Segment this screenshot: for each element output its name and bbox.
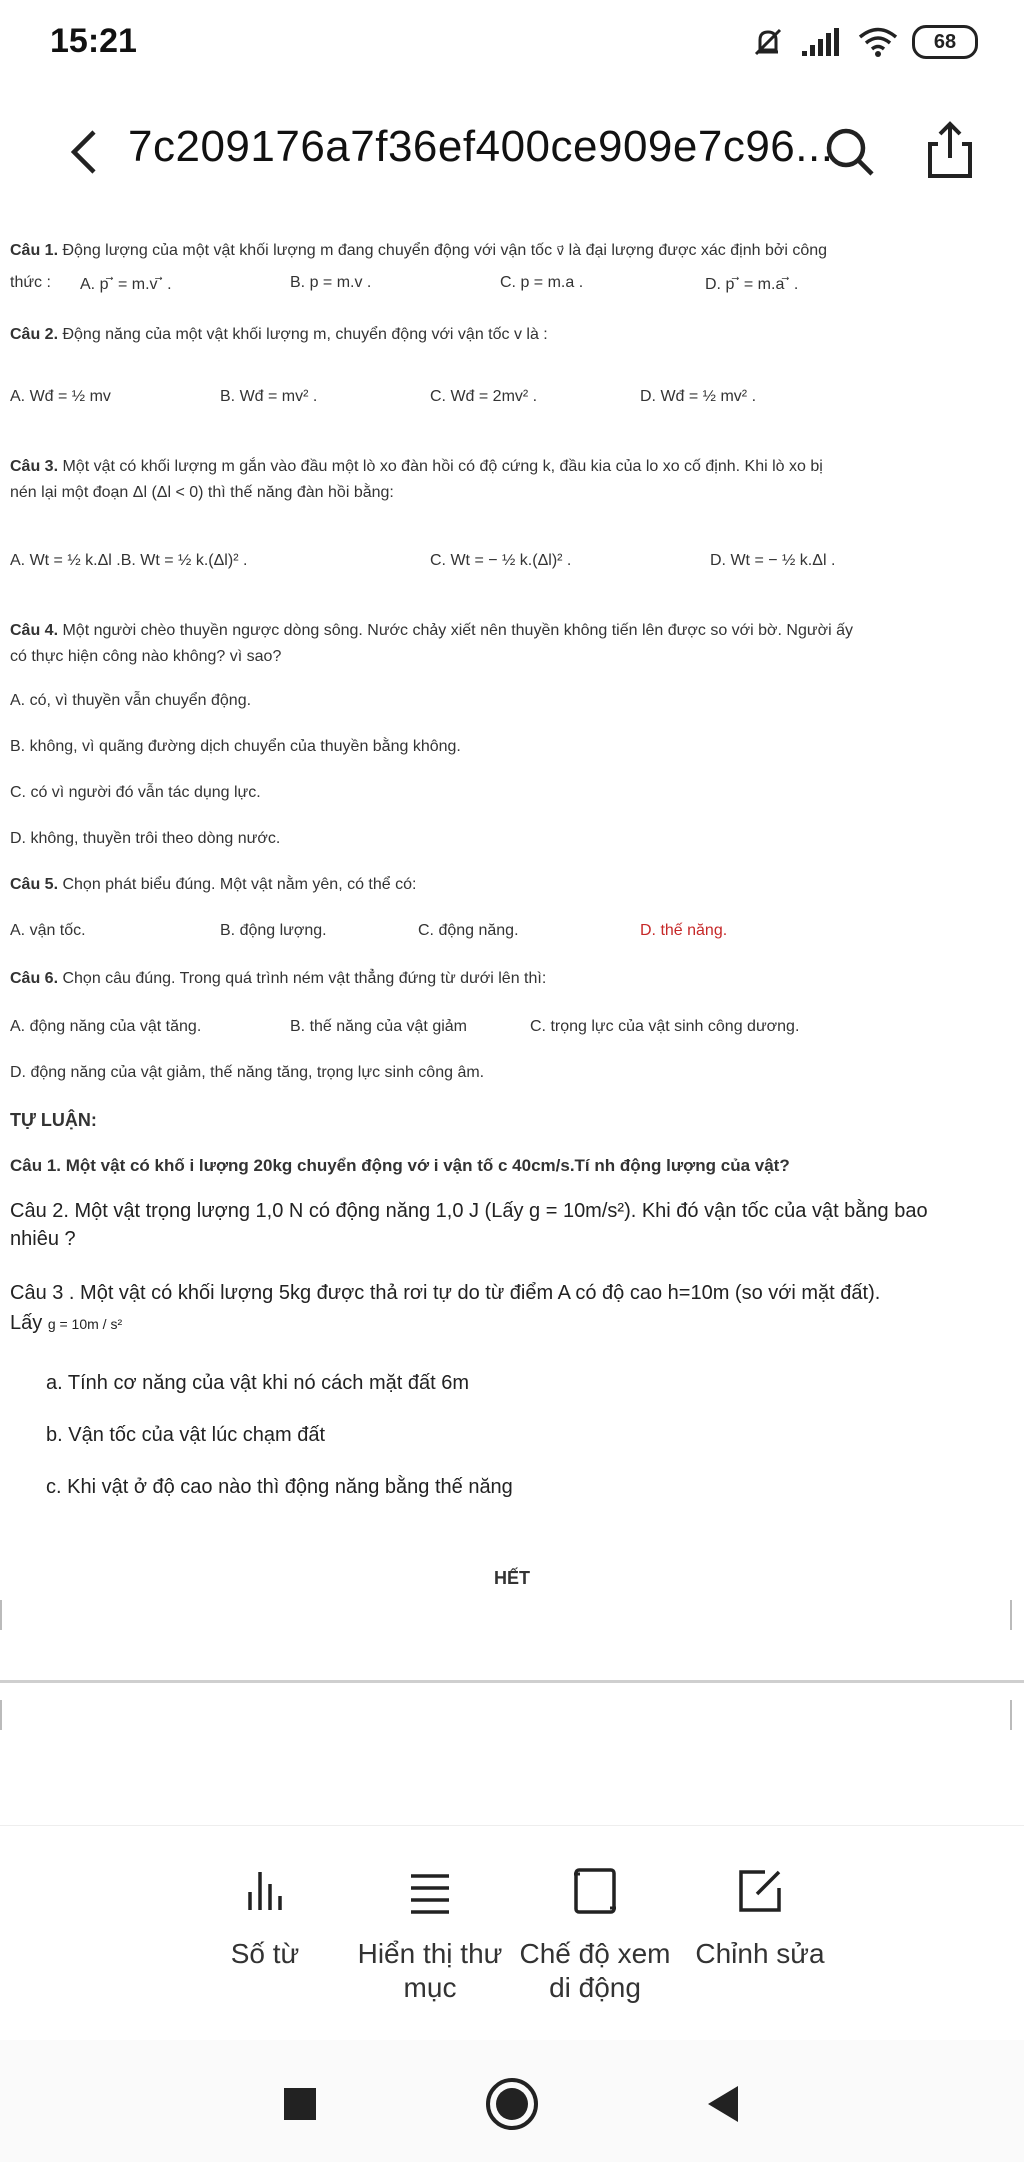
- word-count-label: Số từ: [230, 1938, 300, 1969]
- status-icons: [750, 24, 978, 60]
- q5-option-b: B. động lượng.: [220, 922, 327, 939]
- q3-text-2: nén lại một đoạn Δl (Δl < 0) thì thế năng đàn hồi bằng:: [10, 484, 394, 501]
- app-header: [0, 110, 1024, 190]
- q3-number: Câu 3.: [10, 458, 59, 475]
- edit-label: Chỉnh sửa: [695, 1938, 825, 1969]
- q6-option-c: C. trọng lực của vật sinh công dương.: [530, 1018, 800, 1035]
- word-count-icon: [240, 1866, 290, 1916]
- essay-question-3-cont: [10, 1312, 122, 1335]
- signal-icon: [800, 27, 844, 57]
- essay-item-a: a. Tính cơ năng của vật khi nó cách mặt đất 6m: [46, 1372, 469, 1394]
- q1-option-c: C. p = m.a .: [500, 274, 584, 291]
- question-2: [10, 326, 548, 344]
- page-corner-left-bottom: [0, 1700, 16, 1730]
- q4-option-b: B. không, vì quãng đường dịch chuyển của thuyền bằng không.: [10, 738, 461, 755]
- q1-option-a: A. p ⃗ = m.v ⃗ .: [80, 276, 172, 293]
- question-6: [10, 970, 546, 988]
- bottom-toolbar: [0, 1825, 1024, 2036]
- show-outline-label: Hiển thị thư mục: [357, 1938, 503, 2003]
- q4-option-a: A. có, vì thuyền vẫn chuyển động.: [10, 692, 252, 709]
- question-1: [10, 242, 827, 260]
- essay-question-3-lead: Lấy: [10, 1312, 43, 1334]
- q2-number: Câu 2.: [10, 326, 59, 343]
- q2-option-d: D. Wđ = ½ mv² .: [640, 388, 757, 405]
- q2-text: Động năng của một vật khối lượng m, chuyển động với vận tốc v là :: [58, 326, 548, 343]
- q2-option-a: A. Wđ = ½ mv: [10, 388, 111, 405]
- q1-prefix: thức :: [10, 274, 51, 291]
- q5-option-d: D. thế năng.: [640, 922, 728, 939]
- q6-option-a: A. động năng của vật tăng.: [10, 1018, 202, 1035]
- wifi-icon: [858, 26, 898, 58]
- q3-option-d: D. Wt = − ½ k.Δl .: [710, 552, 836, 569]
- q1-number: Câu 1.: [10, 242, 59, 259]
- question-3: [10, 458, 823, 476]
- share-icon[interactable]: [920, 118, 980, 182]
- mobile-view-button[interactable]: [510, 1866, 680, 2005]
- status-time: 15:21: [50, 22, 137, 60]
- back-nav-icon[interactable]: [694, 2074, 754, 2134]
- q1-text: Động lượng của một vật khối lượng m đang chuyển động với vận tốc: [58, 242, 557, 259]
- essay-question-1: Câu 1. Một vật có khố i lượng 20kg chuyển động vớ i vận tố c 40cm/s.Tí nh động lượng của vật?: [10, 1156, 790, 1175]
- q6-number: Câu 6.: [10, 970, 59, 987]
- q3-option-ab: A. Wt = ½ k.Δl .B. Wt = ½ k.(Δl)² .: [10, 552, 248, 569]
- home-icon[interactable]: [482, 2074, 542, 2134]
- q3-option-c: C. Wt = − ½ k.(Δl)² .: [430, 552, 572, 569]
- velocity-vector: v⃗: [556, 243, 565, 258]
- q4-text-2: có thực hiện công nào không? vì sao?: [10, 648, 282, 665]
- q1-option-d: D. p ⃗ = m.a ⃗ .: [705, 276, 799, 293]
- q5-option-a: A. vận tốc.: [10, 922, 86, 939]
- q2-option-b: B. Wđ = mv² .: [220, 388, 318, 405]
- essay-question-3-formula: g = 10m / s²: [47, 1316, 123, 1332]
- battery-indicator: 68: [912, 25, 978, 59]
- essay-item-b: b. Vận tốc của vật lúc chạm đất: [46, 1424, 326, 1446]
- q5-option-c: C. động năng.: [418, 922, 519, 939]
- word-count-button[interactable]: [180, 1866, 350, 1971]
- document-title: 7c209176a7f36ef400ce909e7c96...: [128, 122, 834, 171]
- essay-item-c: c. Khi vật ở độ cao nào thì động năng bằng thế năng: [46, 1476, 513, 1498]
- show-outline-button[interactable]: [345, 1866, 515, 2005]
- essay-question-3: Câu 3 . Một vật có khối lượng 5kg được thả rơi tự do từ điểm A có độ cao h=10m (so với mặt đất).: [10, 1282, 881, 1304]
- recent-apps-icon[interactable]: [270, 2074, 330, 2134]
- system-nav-bar: [0, 2040, 1024, 2162]
- mute-alarm-icon: [750, 24, 786, 60]
- mobile-view-label: Chế độ xem di động: [519, 1938, 671, 2003]
- page-corner-right-bottom: [1010, 1700, 1024, 1730]
- search-icon[interactable]: [820, 122, 880, 182]
- edit-button[interactable]: [675, 1866, 845, 1971]
- question-4: [10, 622, 853, 640]
- essay-question-2-cont: nhiêu ?: [10, 1228, 76, 1250]
- q5-number: Câu 5.: [10, 876, 59, 893]
- page-corner-left-top: [0, 1600, 16, 1630]
- q6-option-b: B. thế năng của vật giảm: [290, 1018, 467, 1035]
- q4-option-d: D. không, thuyền trôi theo dòng nước.: [10, 830, 281, 847]
- q1-text-end: là đại lượng được xác định bởi công: [564, 242, 828, 259]
- essay-heading: TỰ LUẬN:: [10, 1110, 97, 1130]
- q6-option-d: D. động năng của vật giảm, thế năng tăng, trọng lực sinh công âm.: [10, 1064, 485, 1081]
- page-separator: [0, 1680, 1024, 1683]
- q4-option-c: C. có vì người đó vẫn tác dụng lực.: [10, 784, 261, 801]
- q4-number: Câu 4.: [10, 622, 59, 639]
- mobile-view-icon: [570, 1866, 620, 1916]
- q1-options: [10, 274, 51, 292]
- essay-question-2: Câu 2. Một vật trọng lượng 1,0 N có động năng 1,0 J (Lấy g = 10m/s²). Khi đó vận tốc của vật bằng bao: [10, 1200, 928, 1222]
- end-marker: HẾT: [494, 1568, 530, 1588]
- q4-text: Một người chèo thuyền ngược dòng sông. Nước chảy xiết nên thuyền không tiến lên được so với bờ. Người ấy: [58, 622, 853, 639]
- page-corner-right-top: [1010, 1600, 1024, 1630]
- q2-option-c: C. Wđ = 2mv² .: [430, 388, 538, 405]
- q1-option-b: B. p = m.v .: [290, 274, 372, 291]
- list-icon: [405, 1866, 455, 1916]
- edit-icon: [735, 1866, 785, 1916]
- question-5: [10, 876, 416, 894]
- q3-text: Một vật có khối lượng m gắn vào đầu một lò xo đàn hồi có độ cứng k, đầu kia của lo xo cố định. Khi lò xo bị: [58, 458, 823, 475]
- status-bar: [0, 0, 1024, 90]
- q5-text: Chọn phát biểu đúng. Một vật nằm yên, có thể có:: [58, 876, 417, 893]
- q6-text: Chọn câu đúng. Trong quá trình ném vật thẳng đứng từ dưới lên thì:: [58, 970, 547, 987]
- back-arrow-icon[interactable]: [58, 122, 118, 182]
